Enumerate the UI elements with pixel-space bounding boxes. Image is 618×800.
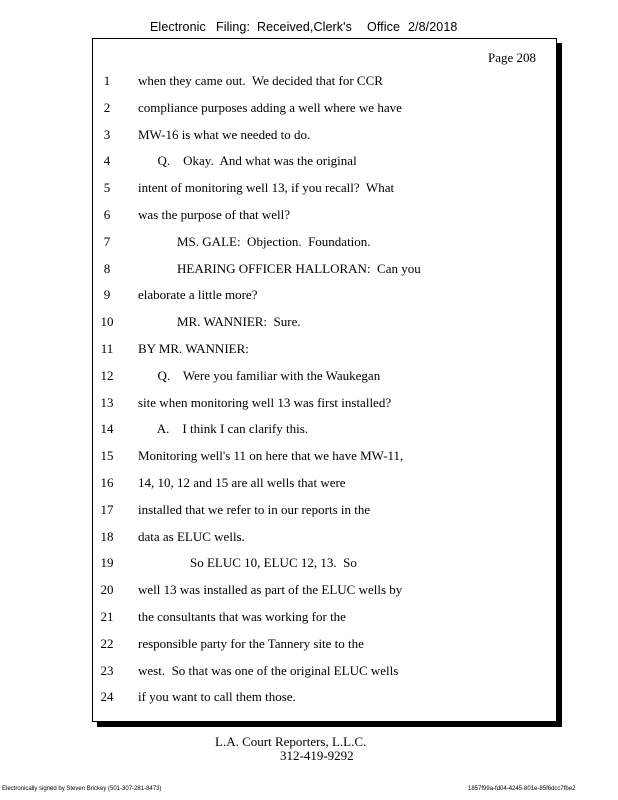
line-text: if you want to call them those. xyxy=(138,689,296,705)
line-number: 12 xyxy=(100,367,114,383)
footer-phone: 312-419-9292 xyxy=(280,748,354,763)
transcript-line xyxy=(0,421,618,441)
transcript-line xyxy=(0,153,618,173)
transcript-line xyxy=(0,368,618,388)
line-number: 21 xyxy=(100,609,114,624)
line-number: 5 xyxy=(103,180,111,196)
footer-company: L.A. Court Reporters, L.L.C. xyxy=(215,734,367,749)
line-number: 4 xyxy=(103,153,111,169)
line-text: MR. WANNIER: Sure. xyxy=(138,314,301,330)
electronic-signature: Electronically signed by Steven Brickey (501-307-281-8473) xyxy=(2,786,162,792)
stamp-received: Received,Clerk's xyxy=(257,20,352,34)
line-number: 16 xyxy=(100,475,114,490)
line-text: 14, 10, 12 and 15 are all wells that were xyxy=(138,475,346,490)
line-number: 2 xyxy=(103,99,111,115)
line-number: 1 xyxy=(103,73,111,88)
transcript-line xyxy=(0,287,618,307)
stamp-filing: Filing: xyxy=(216,20,251,34)
line-text: site when monitoring well 13 was first installed? xyxy=(138,394,392,410)
transcript-line xyxy=(0,180,618,200)
transcript-line xyxy=(0,73,618,93)
line-text: MS. GALE: Objection. Foundation. xyxy=(138,233,371,249)
line-number: 19 xyxy=(100,555,114,571)
transcript-line xyxy=(0,100,618,120)
line-text: MW-16 is what we needed to do. xyxy=(138,126,311,142)
line-text: west. So that was one of the original ELUC wells xyxy=(138,662,399,678)
line-number: 13 xyxy=(100,394,114,410)
line-text: installed that we refer to in our reports in the xyxy=(138,501,371,517)
line-text: compliance purposes adding a well where we have xyxy=(138,99,402,115)
line-number: 15 xyxy=(100,448,114,464)
stamp-electronic: Electronic xyxy=(150,20,206,34)
page-number: Page 208 xyxy=(487,50,536,65)
transcript-line xyxy=(0,689,618,709)
line-number: 6 xyxy=(103,207,111,222)
line-number: 18 xyxy=(100,528,114,544)
line-text: data as ELUC wells. xyxy=(138,528,245,544)
line-number: 7 xyxy=(103,233,111,249)
stamp-office: Office xyxy=(367,20,401,34)
line-text: responsible party for the Tannery site to the xyxy=(138,635,364,651)
transcript-line xyxy=(0,502,618,522)
stamp-date: 2/8/2018 xyxy=(408,20,458,34)
line-text: Monitoring well's 11 on here that we have MW-11, xyxy=(138,448,404,464)
transcript-line xyxy=(0,555,618,575)
line-number: 17 xyxy=(100,501,114,517)
transcript-line xyxy=(0,234,618,254)
line-number: 8 xyxy=(103,260,111,276)
transcript-line xyxy=(0,207,618,227)
line-text: elaborate a little more? xyxy=(138,287,258,303)
line-text: HEARING OFFICER HALLORAN: Can you xyxy=(138,260,421,276)
transcript-line xyxy=(0,341,618,361)
line-number: 14 xyxy=(100,421,114,437)
line-number: 3 xyxy=(103,126,111,142)
line-text: Q. Were you familiar with the Waukegan xyxy=(138,367,381,383)
transcript-line xyxy=(0,314,618,334)
line-text: Q. Okay. And what was the original xyxy=(138,153,357,169)
transcript-line xyxy=(0,663,618,683)
transcript-line xyxy=(0,636,618,656)
line-number: 10 xyxy=(100,314,114,330)
transcript-line xyxy=(0,127,618,147)
line-number: 22 xyxy=(100,635,114,651)
line-text: BY MR. WANNIER: xyxy=(138,341,249,356)
line-text: when they came out. We decided that for CCR xyxy=(138,73,383,88)
line-text: A. I think I can clarify this. xyxy=(138,421,309,437)
line-number: 23 xyxy=(100,662,114,678)
line-number: 9 xyxy=(103,287,111,303)
line-number: 24 xyxy=(100,689,114,705)
line-text: intent of monitoring well 13, if you recall? What xyxy=(138,180,395,196)
transcript-line xyxy=(0,582,618,602)
transcript-line xyxy=(0,261,618,281)
line-text: the consultants that was working for the xyxy=(138,609,346,624)
transcript-line xyxy=(0,609,618,629)
transcript-line xyxy=(0,448,618,468)
line-text: So ELUC 10, ELUC 12, 13. So xyxy=(138,555,357,571)
line-text: well 13 was installed as part of the ELUC wells by xyxy=(138,582,403,598)
line-number: 20 xyxy=(100,582,114,598)
transcript-line xyxy=(0,475,618,495)
transcript-line xyxy=(0,395,618,415)
line-text: was the purpose of that well? xyxy=(138,207,290,222)
document-id: 1857f99a-fd04-4245-801e-85f6dcc7fbe2 xyxy=(468,786,576,792)
transcript-line xyxy=(0,529,618,549)
line-number: 11 xyxy=(100,341,114,356)
